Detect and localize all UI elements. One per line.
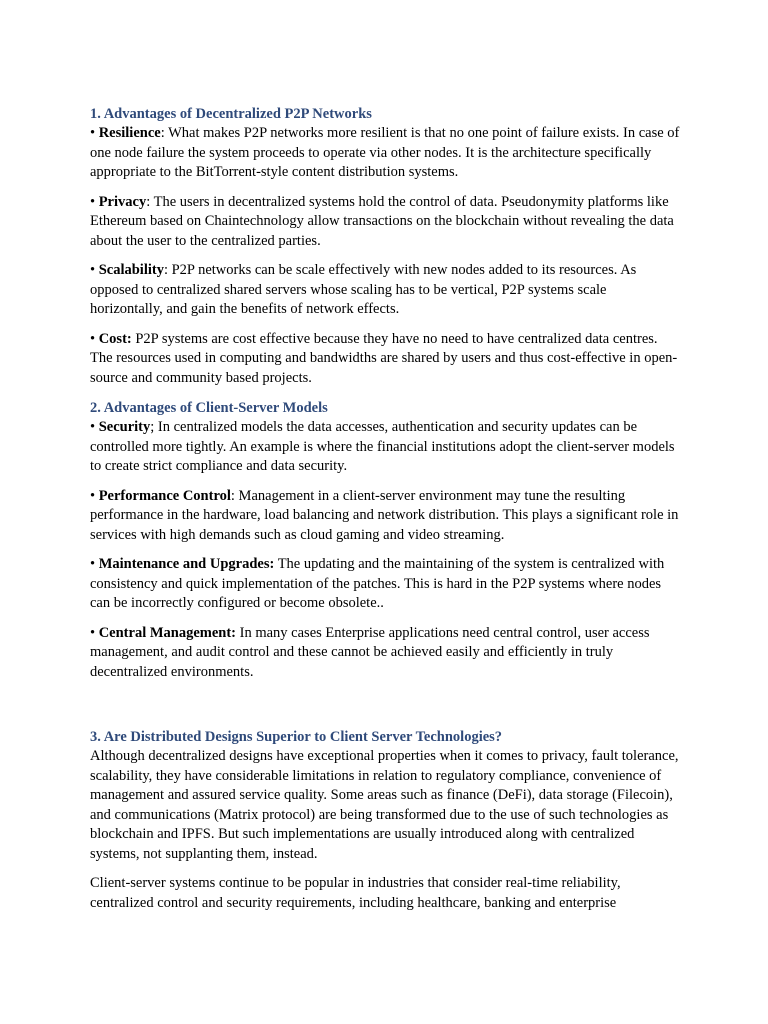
body-paragraph: Although decentralized designs have exceptional properties when it comes to privacy, fault tolerance, scalability, they have considerable limitations in relation to regulatory compliance, convenience of management and assured service quality. Some areas such as finance (DeFi), data storage (Filecoin), and communications (Matrix protocol) are being transformed due to the use of such technologies as blockchain and IPFS. But such implementations are usually introduced along with centralized systems, not supplanting them, instead. (90, 748, 679, 862)
bullet-term: Maintenance and Upgrades: (98, 556, 275, 572)
bullet-glyph: • (90, 419, 99, 435)
section-comparison (90, 727, 680, 913)
bullet-item-security (90, 418, 680, 477)
section-heading: 2. Advantages of Client-Server Models (90, 400, 328, 416)
bullet-text: : Management in a client-server environment may tune the resulting performance in the hardware, load balancing and network distribution. This plays a significant role in services with high demands such as cloud gaming and video streaming. (90, 487, 679, 543)
section-heading: 1. Advantages of Decentralized P2P Networks (90, 106, 372, 122)
bullet-glyph: • (90, 556, 99, 572)
bullet-term: Cost: (98, 330, 132, 347)
bullet-glyph: • (90, 624, 99, 641)
bullet-item-resilience (90, 124, 680, 183)
bullet-glyph: • (90, 330, 99, 347)
bullet-text: In many cases Enterprise applications need central control, user access management, and audit control and these cannot be achieved easily and efficiently in truly decentralized environments. (90, 624, 650, 680)
bullet-item-scalability (90, 261, 680, 320)
bullet-term: Performance Control (98, 487, 231, 504)
bullet-term: Resilience (98, 125, 161, 141)
section-client-server (90, 398, 680, 682)
bullet-text: : P2P networks can be scale effectively with new nodes added to its resources. As opposed to centralized shared servers whose scaling has to be vertical, P2P systems scale horizontally, and gain the benefits of network effects. (90, 262, 637, 317)
section-decentralized-p2p (90, 104, 680, 388)
bullet-term: Central Management: (98, 624, 237, 641)
bullet-term: Scalability (98, 262, 164, 278)
section-heading: 3. Are Distributed Designs Superior to Client Server Technologies? (90, 729, 503, 745)
bullet-item-central-management (90, 624, 680, 683)
bullet-term: Security (98, 419, 151, 435)
bullet-text: : The users in decentralized systems hold the control of data. Pseudonymity platforms like Ethereum based on Chaintechnology allow transactions on the blockchain without revealing the data about the user to the centralized parties. (90, 193, 674, 249)
bullet-text: ; In centralized models the data accesses, authentication and security updates can be controlled more tightly. An example is where the financial institutions adopt the client-server models to create strict compliance and data security. (90, 419, 675, 474)
bullet-item-maintenance (90, 555, 680, 614)
bullet-text: The updating and the maintaining of the system is centralized with consistency and quick implementation of the patches. This is hard in the P2P systems where nodes can be incorrectly configured or become obsolete.. (90, 556, 665, 611)
bullet-glyph: • (90, 487, 99, 504)
bullet-text: : What makes P2P networks more resilient is that no one point of failure exists. In case of one node failure the system proceeds to operate via other nodes. It is the architecture specifically appropriate to the BitTorrent-style content distribution systems. (90, 125, 680, 180)
bullet-item-privacy (90, 193, 680, 252)
bullet-term: Privacy (98, 193, 147, 210)
bullet-glyph: • (90, 193, 99, 210)
body-paragraph: Client-server systems continue to be popular in industries that consider real-time reliability, centralized control and security requirements, including healthcare, banking and enterprise (90, 875, 621, 911)
bullet-glyph: • (90, 262, 99, 278)
bullet-glyph: • (90, 125, 99, 141)
bullet-item-cost (90, 330, 680, 389)
bullet-text: P2P systems are cost effective because they have no need to have centralized data centres. The resources used in computing and bandwidths are shared by users and thus cost-effective in open-source and community based projects. (90, 330, 678, 386)
bullet-item-performance-control (90, 487, 680, 546)
